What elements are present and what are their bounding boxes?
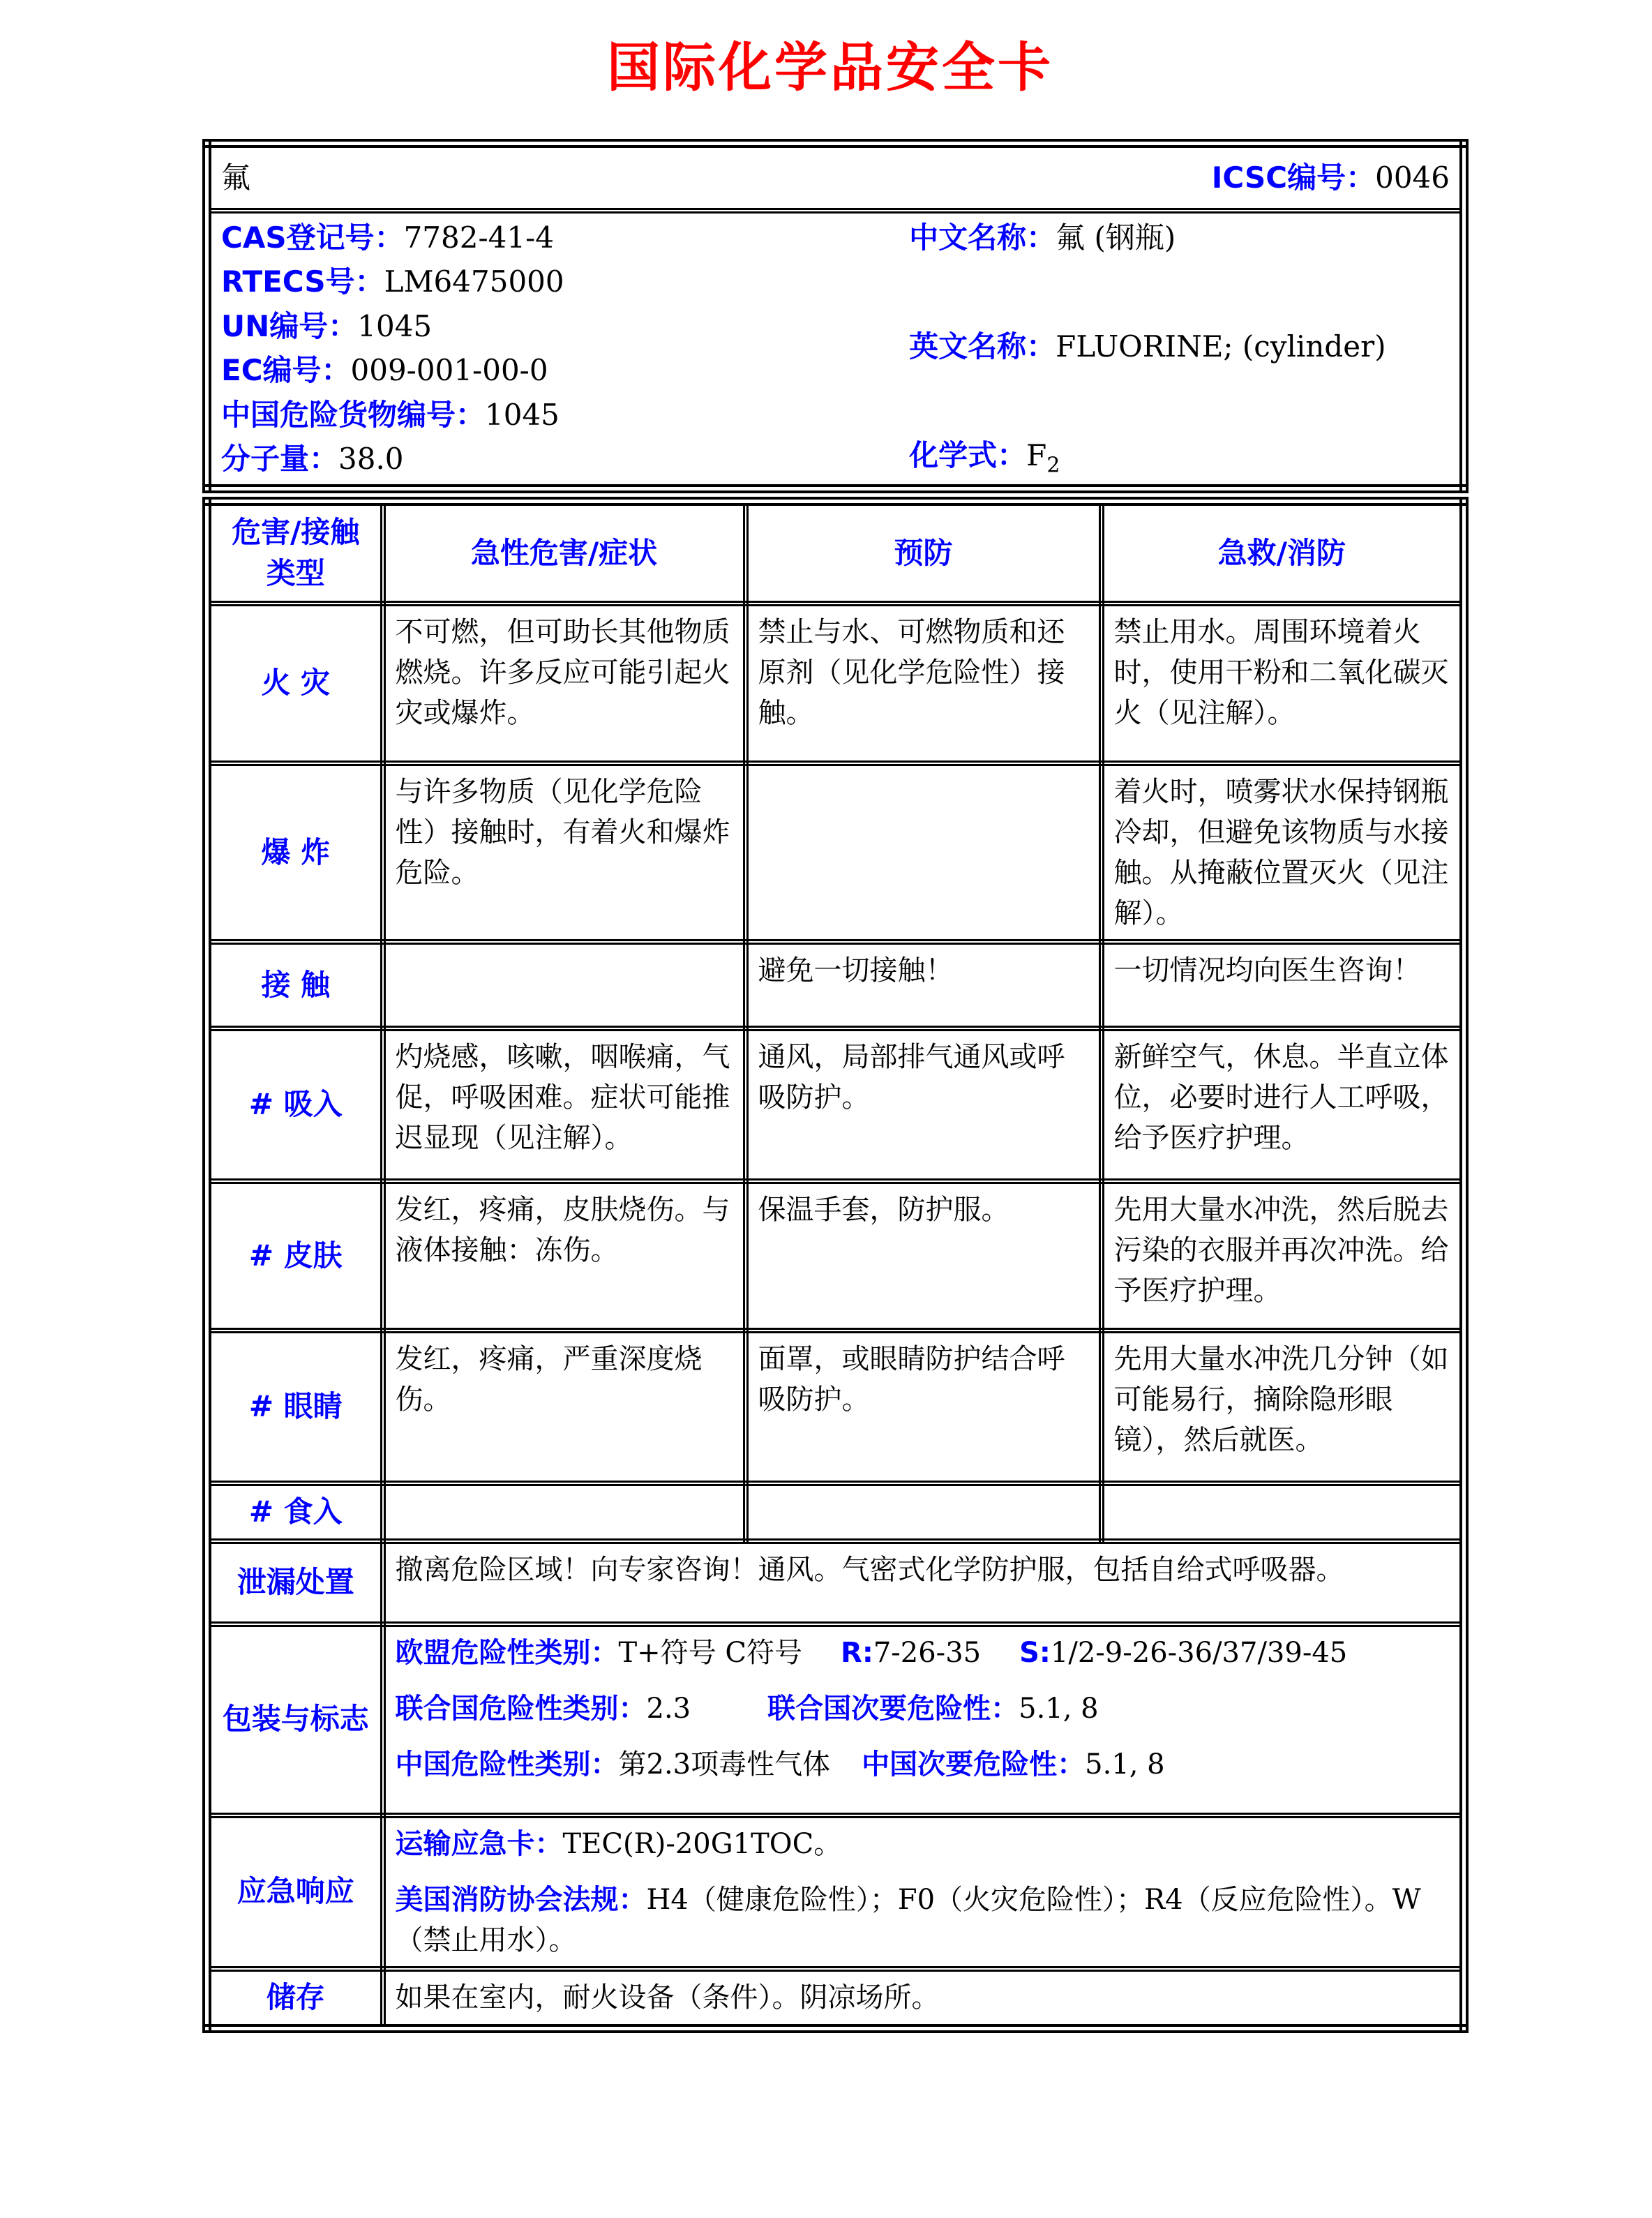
eu-hazard-class-value: T+符号 C符号: [618, 1636, 803, 1669]
emergency-section-content: [383, 1815, 1464, 1969]
un-hazard-class-line: [396, 1688, 1450, 1729]
storage-section-content: 如果在室内，耐火设备（条件）。阴凉场所。: [383, 1969, 1464, 2028]
s-phrases-label: S:: [1019, 1636, 1051, 1669]
nfpa-code-line: [396, 1880, 1450, 1961]
r-phrases-label: R:: [841, 1636, 873, 1669]
contact-prevention-cell: 避免一切接触！: [746, 942, 1102, 1028]
identifiers-right-column: [909, 219, 1450, 479]
skin-prevention-cell: 保温手套，防护服。: [746, 1181, 1102, 1331]
english-name-value: FLUORINE; (cylinder): [1056, 329, 1386, 364]
eyes-row-label: # 眼睛: [207, 1331, 383, 1483]
column-header-prevention: 预防: [746, 502, 1102, 604]
hazard-row-eyes: [207, 1331, 1464, 1483]
un-number-value: 1045: [357, 308, 433, 343]
un-number-line: [221, 308, 909, 346]
hazard-row-skin: [207, 1181, 1464, 1331]
un-subsidiary-risk-value: 5.1, 8: [1019, 1692, 1099, 1725]
ingestion-row-label: # 食入: [207, 1483, 383, 1541]
chinese-name-label: 中文名称：: [909, 220, 1056, 255]
column-header-hazard-type: 危害/接触类型: [207, 502, 383, 604]
china-subsidiary-risk-label: 中国次要危险性：: [862, 1748, 1086, 1781]
substance-band: [221, 157, 1450, 200]
hazard-row-explosion: [207, 763, 1464, 942]
china-hazard-class-line: [396, 1744, 1450, 1785]
china-dg-number-value: 1045: [485, 397, 560, 432]
packaging-section-row: [207, 1624, 1464, 1815]
packaging-section-content: [383, 1624, 1464, 1815]
un-subsidiary-risk-label: 联合国次要危险性：: [767, 1692, 1019, 1725]
column-header-symptoms: 急性危害/症状: [383, 502, 746, 604]
s-phrases-value: 1/2-9-26-36/37/39-45: [1050, 1636, 1348, 1669]
page-title: 国际化学品安全卡: [607, 36, 1053, 98]
rtecs-number-value: LM6475000: [384, 264, 564, 299]
fire-firstaid-cell: 禁止用水。周围环境着火时，使用干粉和二氧化碳灭火（见注解）。: [1102, 604, 1464, 763]
ec-number-label: EC编号：: [221, 353, 351, 388]
china-hazard-class-value: 第2.3项毒性气体: [618, 1748, 831, 1781]
hazard-row-ingestion: [207, 1483, 1464, 1541]
ec-number-value: 009-001-00-0: [350, 353, 548, 388]
china-dg-number-label: 中国危险货物编号：: [221, 397, 486, 432]
identifiers-cell: [207, 211, 1464, 489]
card-header-table: [202, 139, 1469, 493]
hazard-header-row: [207, 502, 1464, 604]
cas-number-value: 7782-41-4: [403, 220, 555, 255]
china-hazard-class-label: 中国危险性类别：: [395, 1748, 619, 1781]
formula-value: F: [1026, 437, 1047, 472]
contact-firstaid-cell: 一切情况均向医生咨询！: [1102, 942, 1464, 1028]
molecular-weight-value: 38.0: [338, 442, 404, 477]
icsc-number: 0046: [1375, 160, 1450, 195]
rtecs-number-label: RTECS号：: [221, 264, 384, 299]
emergency-section-row: [207, 1815, 1464, 1969]
transport-emergency-card-label: 运输应急卡：: [395, 1827, 563, 1860]
ingestion-firstaid-cell: [1102, 1483, 1464, 1541]
nfpa-code-label: 美国消防协会法规：: [395, 1883, 647, 1916]
fire-symptoms-cell: 不可燃，但可助长其他物质燃烧。许多反应可能引起火灾或爆炸。: [383, 604, 746, 763]
ingestion-symptoms-cell: [383, 1483, 746, 1541]
chinese-name-value: 氟 (钢瓶): [1056, 220, 1176, 255]
eu-hazard-class-line: [396, 1633, 1450, 1673]
hazard-row-fire: [207, 604, 1464, 763]
eyes-prevention-cell: 面罩，或眼睛防护结合呼吸防护。: [746, 1331, 1102, 1483]
identifiers-left-column: [221, 219, 909, 479]
identifiers-block: [221, 219, 1450, 479]
spill-section-label: 泄漏处置: [207, 1541, 383, 1624]
packaging-section-label: 包装与标志: [207, 1624, 383, 1815]
eyes-firstaid-cell: 先用大量水冲洗几分钟（如可能易行，摘除隐形眼镜），然后就医。: [1102, 1331, 1464, 1483]
spill-section-row: [207, 1541, 1464, 1624]
hazard-row-contact: [207, 942, 1464, 1028]
skin-firstaid-cell: 先用大量水冲洗，然后脱去污染的衣服并再次冲洗。给予医疗护理。: [1102, 1181, 1464, 1331]
r-phrases-value: 7-26-35: [873, 1636, 982, 1669]
ec-number-line: [221, 352, 909, 390]
cas-number-label: CAS登记号：: [221, 220, 404, 255]
rtecs-number-line: [221, 263, 909, 301]
inhalation-row-label: # 吸入: [207, 1028, 383, 1181]
icsc-number-group: [1212, 157, 1450, 200]
substance-name: 氟: [221, 160, 251, 195]
safety-card: [202, 139, 1459, 2033]
molecular-weight-label: 分子量：: [221, 442, 339, 477]
china-dg-number-line: [221, 396, 909, 435]
cas-number-line: [221, 219, 909, 257]
formula-line: [909, 437, 1450, 479]
contact-row-label: 接 触: [207, 942, 383, 1028]
column-header-firstaid: 急救/消防: [1102, 502, 1464, 604]
english-name-label: 英文名称：: [909, 329, 1056, 364]
hazard-table: [202, 497, 1469, 2033]
explosion-row-label: 爆 炸: [207, 763, 383, 942]
skin-symptoms-cell: 发红，疼痛，皮肤烧伤。与液体接触：冻伤。: [383, 1181, 746, 1331]
inhalation-firstaid-cell: 新鲜空气，休息。半直立体位，必要时进行人工呼吸，给予医疗护理。: [1102, 1028, 1464, 1181]
substance-band-row: [207, 144, 1464, 211]
fire-prevention-cell: 禁止与水、可燃物质和还原剂（见化学危险性）接触。: [746, 604, 1102, 763]
un-hazard-class-value: 2.3: [646, 1692, 691, 1725]
inhalation-prevention-cell: 通风，局部排气通风或呼吸防护。: [746, 1028, 1102, 1181]
explosion-symptoms-cell: 与许多物质（见化学危险性）接触时，有着火和爆炸危险。: [383, 763, 746, 942]
english-name-line: [909, 328, 1450, 366]
transport-emergency-card-line: [396, 1824, 1450, 1864]
storage-section-label: 储存: [207, 1969, 383, 2028]
explosion-firstaid-cell: 着火时，喷雾状水保持钢瓶冷却，但避免该物质与水接触。从掩蔽位置灭火（见注解）。: [1102, 763, 1464, 942]
un-hazard-class-label: 联合国危险性类别：: [395, 1692, 647, 1725]
substance-band-cell: [207, 144, 1464, 211]
chinese-name-line: [909, 219, 1450, 257]
nfpa-code-value: H4（健康危险性）；F0（火灾危险性）；R4（反应危险性）。W（禁止用水）。: [395, 1883, 1421, 1956]
emergency-section-label: 应急响应: [207, 1815, 383, 1969]
eu-hazard-class-label: 欧盟危险性类别：: [395, 1636, 619, 1669]
inhalation-symptoms-cell: 灼烧感，咳嗽，咽喉痛，气促，呼吸困难。症状可能推迟显现（见注解）。: [383, 1028, 746, 1181]
hazard-row-inhalation: [207, 1028, 1464, 1181]
fire-row-label: 火 灾: [207, 604, 383, 763]
identifiers-row: [207, 211, 1464, 489]
molecular-weight-line: [221, 440, 909, 479]
ingestion-prevention-cell: [746, 1483, 1102, 1541]
icsc-label: ICSC编号：: [1211, 160, 1376, 195]
eyes-symptoms-cell: 发红，疼痛，严重深度烧伤。: [383, 1331, 746, 1483]
formula-subscript: 2: [1046, 452, 1060, 477]
storage-section-row: [207, 1969, 1464, 2028]
explosion-prevention-cell: [746, 763, 1102, 942]
skin-row-label: # 皮肤: [207, 1181, 383, 1331]
un-number-label: UN编号：: [221, 308, 358, 343]
china-subsidiary-risk-value: 5.1, 8: [1085, 1748, 1165, 1781]
transport-emergency-card-value: TEC(R)-20G1TOC。: [562, 1827, 842, 1860]
contact-symptoms-cell: [383, 942, 746, 1028]
spill-section-content: 撤离危险区域！向专家咨询！通风。气密式化学防护服，包括自给式呼吸器。: [383, 1541, 1464, 1624]
formula-label: 化学式：: [909, 437, 1027, 472]
